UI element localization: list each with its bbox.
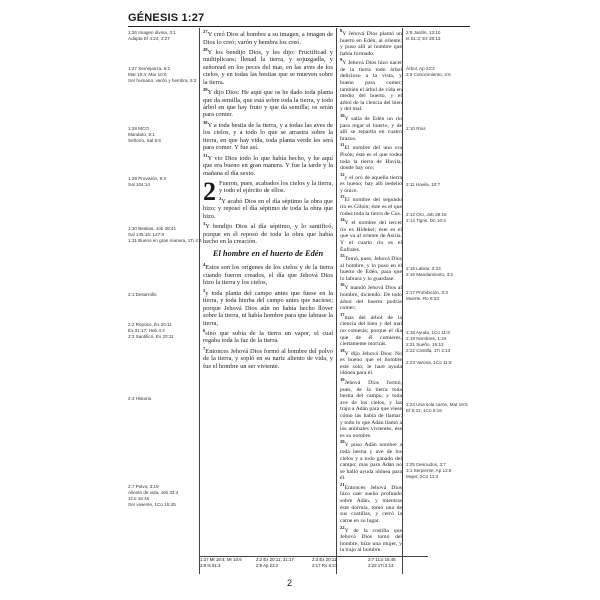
verse: [340, 312, 402, 348]
verse-text: Y a toda bestia de la tierra, y a todas las aves de los cielos, y a todo lo que se arrastra sobre la tierra, en que hay vida, toda planta verde les será para comer. Y fue así.: [203, 121, 333, 152]
footnotes: [200, 556, 428, 569]
verse-number: 4: [203, 262, 206, 268]
verse-text: Fueron, pues, acabados los cielos y la tierra, y todo el ejército de ellos.: [219, 179, 333, 195]
verse: [340, 113, 402, 142]
margin-ref: 1Co 15:45: [128, 496, 150, 501]
verse-text: Y bendijo Dios al día séptimo, y lo santificó, porque en él reposó de toda la obra que había hecho en la creación.: [203, 223, 333, 246]
verse: [340, 194, 402, 217]
margin-ref: 2:4 Historia: [128, 396, 152, 401]
margin-ref: Ser humano, varón y hembra, 5:2: [128, 78, 197, 83]
margin-ref: 2:9 Conocimiento, 3:5: [406, 72, 451, 77]
verse-text: Entonces Jehová Dios hizo caer sueño profundo sobre Adán, y mientras éste dormía, tomó una de sus costillas, y cerró la carne en su lugar.: [340, 484, 402, 524]
verse-text: Y vio Dios todo lo que había hecho, y he aquí que era bueno en gran manera. Y fue la tarde y la mañana el día sexto.: [203, 154, 333, 177]
margin-ref: 2:18 Ayuda, 1Co 11:9: [406, 330, 450, 335]
margin-ref: 2:12 Oro, Job 28:16: [406, 212, 447, 217]
verse: [340, 57, 402, 113]
verse: [203, 28, 333, 46]
verse-number: 29: [203, 87, 208, 93]
verse-text: Y puso Adán nombre a toda bestia y ave de los cielos y a todo ganado del campo; mas para Adán no se halló ayuda idónea para él.: [340, 442, 402, 482]
margin-ref: 1:31 Bueno en gran manera, 1Ti 4:4: [128, 238, 202, 243]
verse: [340, 172, 402, 195]
verse-text: Y el nombre del tercer río es Hidekel; éste es el que va al oriente de Asiria. Y el cuarto río es el Éufrates.: [340, 220, 402, 253]
margin-ref: 1:29 Provisión, 9:3: [128, 176, 167, 181]
left-margin-references: [128, 30, 212, 570]
verse: [203, 86, 333, 119]
verse-text: El nombre del uno era Pisón; éste es el que rodea toda la tierra de Havila, donde hay oro;: [340, 145, 402, 172]
verse-number: 16: [340, 282, 345, 288]
margin-ref: 2:19 Nombres, 1:24: [406, 336, 447, 341]
right-margin-references: [406, 30, 490, 570]
verse-text: Y salía de Edén un río para regar el huerto, y de allí se repartía en cuatro brazos.: [340, 115, 402, 142]
margin-ref: 2:22 Costilla, 1Ti 2:13: [406, 348, 451, 353]
verse: [203, 220, 333, 245]
footnote: 2:9 Ap 22:2: [256, 563, 279, 568]
verse: [203, 261, 333, 286]
page-header: GÉNESIS 1:27: [128, 12, 205, 24]
page-number: 2: [287, 578, 293, 588]
verse-text: Y acabó Dios en el día séptimo la obra que hizo; y reposó el día séptimo de toda la obra que hizo.: [203, 197, 333, 220]
margin-ref: Adapta Ef 4:24; 2:27: [128, 36, 170, 41]
verse-number: 15: [340, 253, 345, 259]
section-title: El hombre en el huerto de Edén: [212, 249, 324, 259]
margin-ref: Sal 145:15; 147:9: [128, 232, 165, 237]
margin-ref: 2:14 Tigris, Dn 10:4: [406, 218, 446, 223]
margin-ref: Mujer, 2Co 11:3: [406, 474, 439, 479]
verse-number: 8: [340, 28, 343, 33]
margin-ref: 2:11 Havila, 10:7: [406, 182, 441, 187]
margin-ref: 2:25 Desnudos, 3:7: [406, 462, 446, 467]
verse-text: Y creó Dios al hombre a su imagen, a imagen de Dios lo creó; varón y hembra los creó.: [203, 31, 333, 46]
verse-number: 10: [340, 113, 345, 119]
text-column-1: [203, 28, 333, 370]
verse-text: Y de la costilla que Jehová Dios tomó del hombre, hizo una mujer, y la trajo al hombre.: [340, 527, 402, 554]
margin-ref: 3:1 Serpiente, Ap 12:9: [406, 468, 452, 473]
footnote: 2:2 Éx 20:11; 31:17: [256, 557, 294, 562]
verse-number: 30: [203, 119, 208, 125]
verse-number: 7: [203, 345, 206, 351]
chapter-number: 2: [203, 176, 216, 206]
verse-number: 22: [340, 524, 345, 530]
verse: [203, 46, 333, 86]
margin-ref: 2:23 Varona, 1Co 11:8: [406, 360, 452, 365]
verse: [340, 348, 402, 377]
footnote: 1:27 Mt 19:4; Mr 10:6: [200, 557, 242, 562]
verse: [340, 282, 402, 311]
margin-ref: 2:17 Prohibición, 3:3: [406, 290, 448, 295]
verse: [340, 525, 402, 554]
verse-text: Tomó, pues, Jehová Dios al hombre, y lo puso en el huerto de Edén, para que lo labrara y lo guardase.: [340, 256, 402, 282]
verse-number: 27: [203, 29, 208, 34]
footnote: 2:17 Ro 6:23: [312, 563, 338, 568]
margin-ref: Éx 31:17; Heb 4:4: [128, 328, 165, 333]
verse-number: 6: [203, 327, 206, 333]
margin-ref: Mandato, 9:1: [128, 132, 155, 137]
verse-text: sino que subía de la tierra un vapor, el cual regaba toda la faz de la tierra.: [203, 330, 333, 345]
header-rule: [128, 26, 470, 27]
margin-ref: Aliento de vida, Job 33:4: [128, 490, 179, 495]
margin-ref: Muerte, Ro 6:23: [406, 296, 439, 301]
verse-text: Y Jehová Dios plantó un huerto en Edén, al oriente; y puso allí al hombre que había formado.: [340, 30, 402, 57]
margin-ref: 2:1 Desarrollo: [128, 292, 157, 297]
verse: [340, 482, 402, 525]
verse-text: Y Jehová Dios hizo nacer de la tierra todo árbol delicioso a la vista, y bueno para comer; también el árbol de vida en medio del huerto, y el árbol de la ciencia del bien y del mal.: [340, 60, 402, 113]
footnote: 2:8 Is 51:3: [200, 563, 221, 568]
verse-text: Y dijo Dios: He aquí que os he dado toda planta que da semilla, que está sobre toda la tierra, y todo árbol en que hay fruto y que da semilla; os serán para comer.: [203, 89, 333, 119]
margin-ref: Ser viviente, 1Co 15:45: [128, 502, 176, 507]
margin-ref: Mat 19:4; Mar 10:6: [128, 72, 167, 77]
verse-text: Estos son los orígenes de los cielos y de la tierra cuando fueron creados, el día que Jehová Dios hizo la tierra y los cielos,: [203, 264, 333, 287]
verse: [203, 195, 333, 220]
verse-text: Y los bendijo Dios, y les dijo: Fructificad y multiplicaos; llenad la tierra, y sojuzgadla, y señoread en los peces del mar, en las aves de los cielos, y en todas las bestias que se mueven sobre la tierra.: [203, 49, 333, 86]
margin-ref: 2:24 Una sola carne, Mat 19:5: [406, 402, 468, 407]
verse: [340, 377, 402, 439]
verse-text: Entonces Jehová Dios formó al hombre del polvo de la tierra, y sopló en su nariz aliento de vida, y fue el hombre un ser viviente.: [203, 348, 333, 370]
verse-number: 21: [340, 481, 345, 487]
verse-number: 18: [340, 347, 345, 353]
margin-ref: 1:27 Semejanza, 5:1: [128, 66, 171, 71]
verse-number: 28: [203, 46, 208, 52]
verse: [203, 119, 333, 152]
footnote: 2:3 Éx 20:11: [312, 557, 337, 562]
verse-number: 17: [340, 311, 345, 317]
footnote: 2:22 1Ti 2:13: [368, 563, 394, 568]
verse-number: 9: [340, 57, 343, 63]
verse-number: 31: [203, 152, 208, 158]
margin-ref: Ef 5:31; 1Co 6:16: [406, 408, 442, 413]
verse-number: 14: [340, 217, 345, 223]
margin-ref: 2:2 Reposo, Éx 20:11: [128, 322, 172, 327]
verse: [203, 345, 333, 370]
column-divider-center: [336, 28, 337, 574]
margin-ref: Árbol, Ap 22:2: [406, 66, 435, 71]
verse-text: Y dijo Jehová Dios: No es bueno que el hombre esté solo; le haré ayuda idónea para él.: [340, 350, 402, 377]
margin-ref: 1:26 Imagen divina, 3:1: [128, 30, 176, 35]
margin-ref: 2:3 Santificó, Éx 20:11: [128, 334, 174, 339]
margin-ref: Señorío, Sal 8:6: [128, 138, 161, 143]
verse: [203, 287, 333, 327]
verse-text: y toda planta del campo antes que fuese en la tierra, y toda hierba del campo antes que naciese; porque Jehová Dios aún no había hecho llover sobre la tierra, ni había hombre para que labrase la tierra,: [203, 289, 333, 327]
verse-number: 3: [203, 221, 206, 227]
verse-number: 5: [203, 287, 206, 293]
verse-text: El nombre del segundo río es Gihón; éste es el que rodea toda la tierra de Cus.: [340, 197, 402, 217]
verse-number: 11: [340, 142, 345, 148]
verse-text: y el oro de aquella tierra es bueno; hay allí bedelio y ónice.: [340, 174, 402, 194]
verse: [340, 217, 402, 253]
verse: [203, 152, 333, 177]
verse: [340, 253, 402, 282]
verse-number: 2: [219, 195, 222, 201]
verse-number: 13: [340, 194, 345, 200]
margin-ref: 2:8 Jardín, 13:10: [406, 30, 441, 35]
margin-ref: 2:21 Sueño, 15:12: [406, 342, 444, 347]
verse-number: 12: [340, 171, 345, 177]
verse: [340, 142, 402, 171]
margin-ref: Is 51:3; Ez 28:13: [406, 36, 441, 41]
margin-ref: 2:16 Mandamiento, 3:2: [406, 272, 453, 277]
verse: [340, 28, 402, 57]
footnote: 2:7 1Co 15:45: [368, 557, 396, 562]
verse-number: 20: [340, 439, 345, 445]
margin-ref: 1:30 Bestias, Job 38:41: [128, 226, 177, 231]
margin-ref: 2:15 Labrar, 3:23: [406, 266, 441, 271]
margin-ref: 1:28 MCO: [128, 126, 149, 131]
verse-number: 19: [340, 377, 345, 383]
chapter-start: [203, 176, 333, 206]
margin-ref: 2:10 Ríos: [406, 126, 426, 131]
verse-text: Y mandó Jehová Dios al hombre, diciendo: De todo árbol del huerto podrás comer;: [340, 285, 402, 312]
verse-text: Jehová Dios formó, pues, de la tierra toda bestia del campo, y toda ave de los cielos, y las trajo a Adán para que viese cómo las había de llamar; y todo lo que Adán llamó a los animales vivientes, ése es su nombre.: [340, 379, 402, 439]
verse-text: mas del árbol de la ciencia del bien y del mal no comerás; porque el día que de él comieres, ciertamente morirás.: [340, 314, 402, 348]
verse: [203, 327, 333, 345]
scripture-column-2: [340, 28, 402, 554]
margin-ref: 2:7 Polvo, 3:19: [128, 484, 159, 489]
margin-ref: Sal 104:14: [128, 182, 150, 187]
column-divider-right: [402, 28, 403, 574]
verse: [340, 439, 402, 482]
